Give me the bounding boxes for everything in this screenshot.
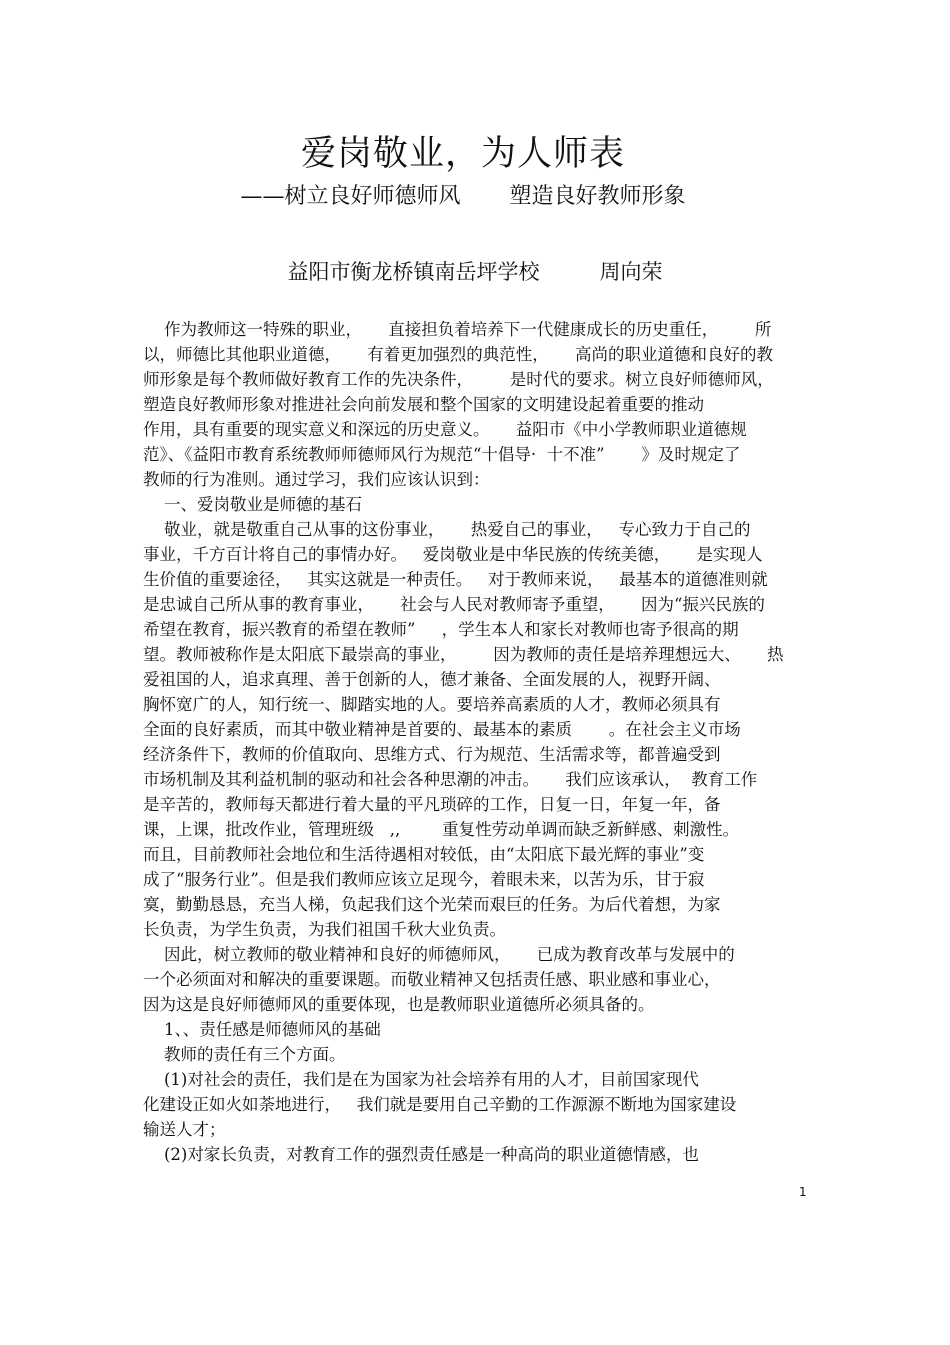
body-line: 范》、《益阳市教育系统教师师德师风行为规范“十倡导· 十不准” 》及时规定了 <box>143 445 741 464</box>
body-line: 经济条件下，教师的价值取向、思维方式、行为规范、生活需求等，都普遍受到 <box>143 745 721 764</box>
body-line: 长负责，为学生负责，为我们祖国千秋大业负责。 <box>143 920 506 939</box>
body-line: 全面的良好素质，而其中敬业精神是首要的、最基本的素质 。在社会主义市场 <box>143 720 741 739</box>
body-line: 是忠诚自己所从事的教育事业， 社会与人民对教师寄予重望， 因为“振兴民族的 <box>143 595 765 614</box>
section-heading: 一、爱岗敬业是师德的基石 <box>143 495 362 514</box>
body-line: 作为教师这一特殊的职业， 直接担负着培养下一代健康成长的历史重任， 所 <box>143 320 772 339</box>
body-line: 因此，树立教师的敬业精神和良好的师德师风， 已成为教育改革与发展中的 <box>143 945 735 964</box>
section-heading: 1、、责任感是师德师风的基础 <box>143 1020 381 1039</box>
body-line: 寞，勤勤恳恳，充当人梯，负起我们这个光荣而艰巨的任务。为后代着想，为家 <box>143 895 721 914</box>
body-line: 事业，千方百计将自己的事情办好。 爱岗敬业是中华民族的传统美德， 是实现人 <box>143 545 763 564</box>
body-line: 成了“服务行业”。但是我们教师应该立足现今，着眼未来，以苦为乐，甘于寂 <box>143 870 705 889</box>
body-line: 生价值的重要途径， 其实这就是一种责任。 对于教师来说， 最基本的道德准则就 <box>143 570 768 589</box>
body-line: 望。教师被称作是太阳底下最崇高的事业， 因为教师的责任是培养理想远大、 热 <box>143 645 784 664</box>
body-line: 市场机制及其利益机制的驱动和社会各种思潮的冲击。 我们应该承认， 教育工作 <box>143 770 758 789</box>
body-line: 教师的行为准则。通过学习，我们应该认识到： <box>143 470 490 489</box>
body-line: 教师的责任有三个方面。 <box>143 1045 346 1064</box>
body-line: 是辛苦的，教师每天都进行着大量的平凡琐碎的工作，日复一日，年复一年，备 <box>143 795 721 814</box>
body-line: 爱祖国的人，追求真理、善于创新的人，德才兼备、全面发展的人，视野开阔、 <box>143 670 721 689</box>
page-subtitle: ——树立良好师德师风 塑造良好教师形象 <box>240 184 686 209</box>
body-line: 希望在教育，振兴教育的希望在教师” ，学生本人和家长对教师也寄予很高的期 <box>143 620 739 639</box>
page-number: 1 <box>799 1185 807 1199</box>
page-title: 爱岗敬业，为人师表 <box>300 134 625 174</box>
body-line: 输送人才； <box>143 1120 226 1139</box>
body-line: 化建设正如火如荼地进行， 我们就是要用自己辛勤的工作源源不断地为国家建设 <box>143 1095 737 1114</box>
body-line: 敬业，就是敬重自己从事的这份事业， 热爱自己的事业， 专心致力于自己的 <box>143 520 751 539</box>
body-line: 课，上课，批改作业，管理班级 ,, 重复性劳动单调而缺乏新鲜感、刺激性。 <box>143 820 740 839</box>
body-line: 师形象是每个教师做好教育工作的先决条件， 是时代的要求。树立良好师德师风， <box>143 370 774 389</box>
body-line: 因为这是良好师德师风的重要体现，也是教师职业道德所必须具备的。 <box>143 995 655 1014</box>
body-line: (1)对社会的责任，我们是在为国家为社会培养有用的人才，目前国家现代 <box>143 1070 699 1089</box>
author-line: 益阳市衡龙桥镇南岳坪学校 周向荣 <box>287 260 663 284</box>
body-line: 作用，具有重要的现实意义和深远的历史意义。 益阳市《中小学教师职业道德规 <box>143 420 747 439</box>
body-line: 而且，目前教师社会地位和生活待遇相对较低，由“太阳底下最光辉的事业”变 <box>143 845 705 864</box>
body-line: (2)对家长负责，对教育工作的强烈责任感是一种高尚的职业道德情感，也 <box>143 1145 699 1164</box>
body-line: 胸怀宽广的人，知行统一、脚踏实地的人。要培养高素质的人才，教师必须具有 <box>143 695 721 714</box>
body-line: 塑造良好教师形象对推进社会向前发展和整个国家的文明建设起着重要的推动 <box>143 395 704 414</box>
body-line: 以，师德比其他职业道德， 有着更加强烈的典范性， 高尚的职业道德和良好的教 <box>143 345 773 364</box>
body-line: 一个必须面对和解决的重要课题。而敬业精神又包括责任感、职业感和事业心， <box>143 970 721 989</box>
